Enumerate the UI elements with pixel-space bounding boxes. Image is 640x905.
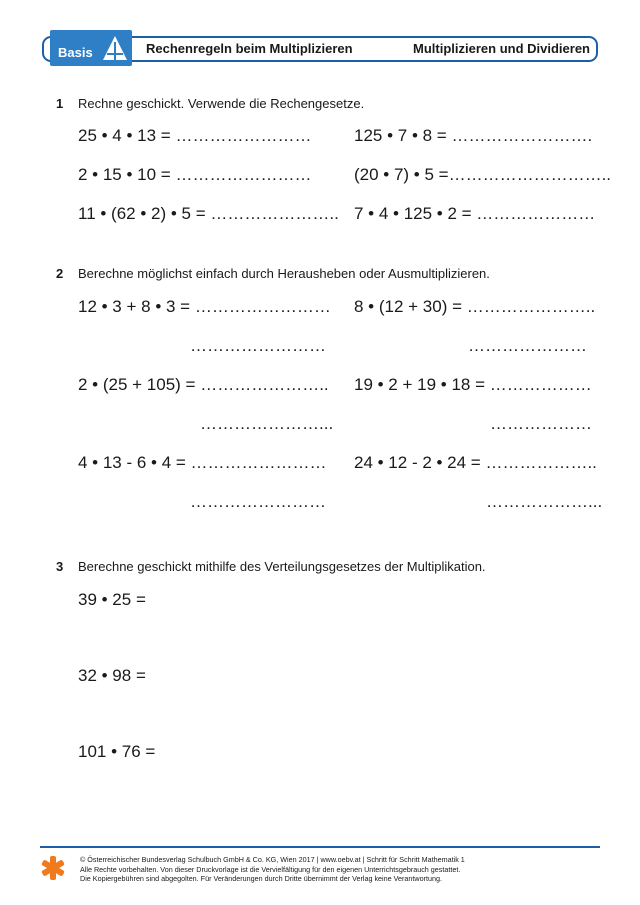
task-instruction: Rechne geschickt. Verwende die Rechengesetze. bbox=[78, 96, 365, 111]
answer-line: …………………… bbox=[190, 492, 326, 511]
level-badge bbox=[50, 30, 132, 66]
chapter-title: Multiplizieren und Dividieren bbox=[413, 41, 590, 56]
exercise: 39 • 25 = bbox=[78, 590, 146, 609]
task-instruction: Berechne möglichst einfach durch Herausheben oder Ausmultiplizieren. bbox=[78, 266, 490, 281]
exercise: 2 • 15 • 10 = …………………… bbox=[78, 165, 312, 184]
task-number: 2 bbox=[56, 266, 64, 281]
footer-copyright bbox=[80, 855, 590, 884]
answer-line: ………………... bbox=[486, 492, 603, 511]
triangle-icon bbox=[102, 34, 128, 62]
answer-line: ………………… bbox=[468, 336, 587, 355]
task-number: 3 bbox=[56, 559, 64, 574]
exercise: 11 • (62 • 2) • 5 = ………………….. bbox=[78, 204, 339, 223]
exercise: 2 • (25 + 105) = ………………….. bbox=[78, 375, 329, 394]
answer-line: ……………… bbox=[490, 414, 592, 433]
footer-line: © Österreichischer Bundesverlag Schulbuch GmbH & Co. KG, Wien 2017 | www.oebv.at | Schritt für Schritt Mathematik 1 bbox=[80, 855, 465, 864]
task-instruction: Berechne geschickt mithilfe des Verteilungsgesetzes der Multiplikation. bbox=[78, 559, 486, 574]
footer-divider bbox=[40, 846, 600, 848]
exercise: 32 • 98 = bbox=[78, 666, 146, 685]
answer-line: …………………… bbox=[190, 336, 326, 355]
task-number: 1 bbox=[56, 96, 64, 111]
exercise: 19 • 2 + 19 • 18 = ……………… bbox=[354, 375, 592, 394]
badge-label: Basis bbox=[58, 45, 93, 60]
exercise: 8 • (12 + 30) = ………………….. bbox=[354, 297, 596, 316]
exercise: 125 • 7 • 8 = ……………………. bbox=[354, 126, 593, 145]
answer-line: …………………... bbox=[200, 414, 334, 433]
exercise: 101 • 76 = bbox=[78, 742, 156, 761]
exercise: (20 • 7) • 5 =……………………….. bbox=[354, 165, 612, 184]
exercise: 12 • 3 + 8 • 3 = …………………… bbox=[78, 297, 331, 316]
exercise: 7 • 4 • 125 • 2 = ………………… bbox=[354, 204, 596, 223]
worksheet-title: Rechenregeln beim Multiplizieren bbox=[146, 41, 353, 56]
exercise: 24 • 12 - 2 • 24 = ……………….. bbox=[354, 453, 597, 472]
publisher-logo-icon bbox=[40, 855, 66, 881]
exercise: 4 • 13 - 6 • 4 = …………………… bbox=[78, 453, 327, 472]
exercise: 25 • 4 • 13 = …………………… bbox=[78, 126, 312, 145]
footer-line: Die Kopiergebühren sind abgegolten. Für Veränderungen durch Dritte übernimmt der Verlag keine Verantwortung. bbox=[80, 874, 442, 883]
footer-line: Alle Rechte vorbehalten. Von dieser Druckvorlage ist die Vervielfältigung für den eigenen Unterrichtsgebrauch gestattet. bbox=[80, 864, 461, 874]
